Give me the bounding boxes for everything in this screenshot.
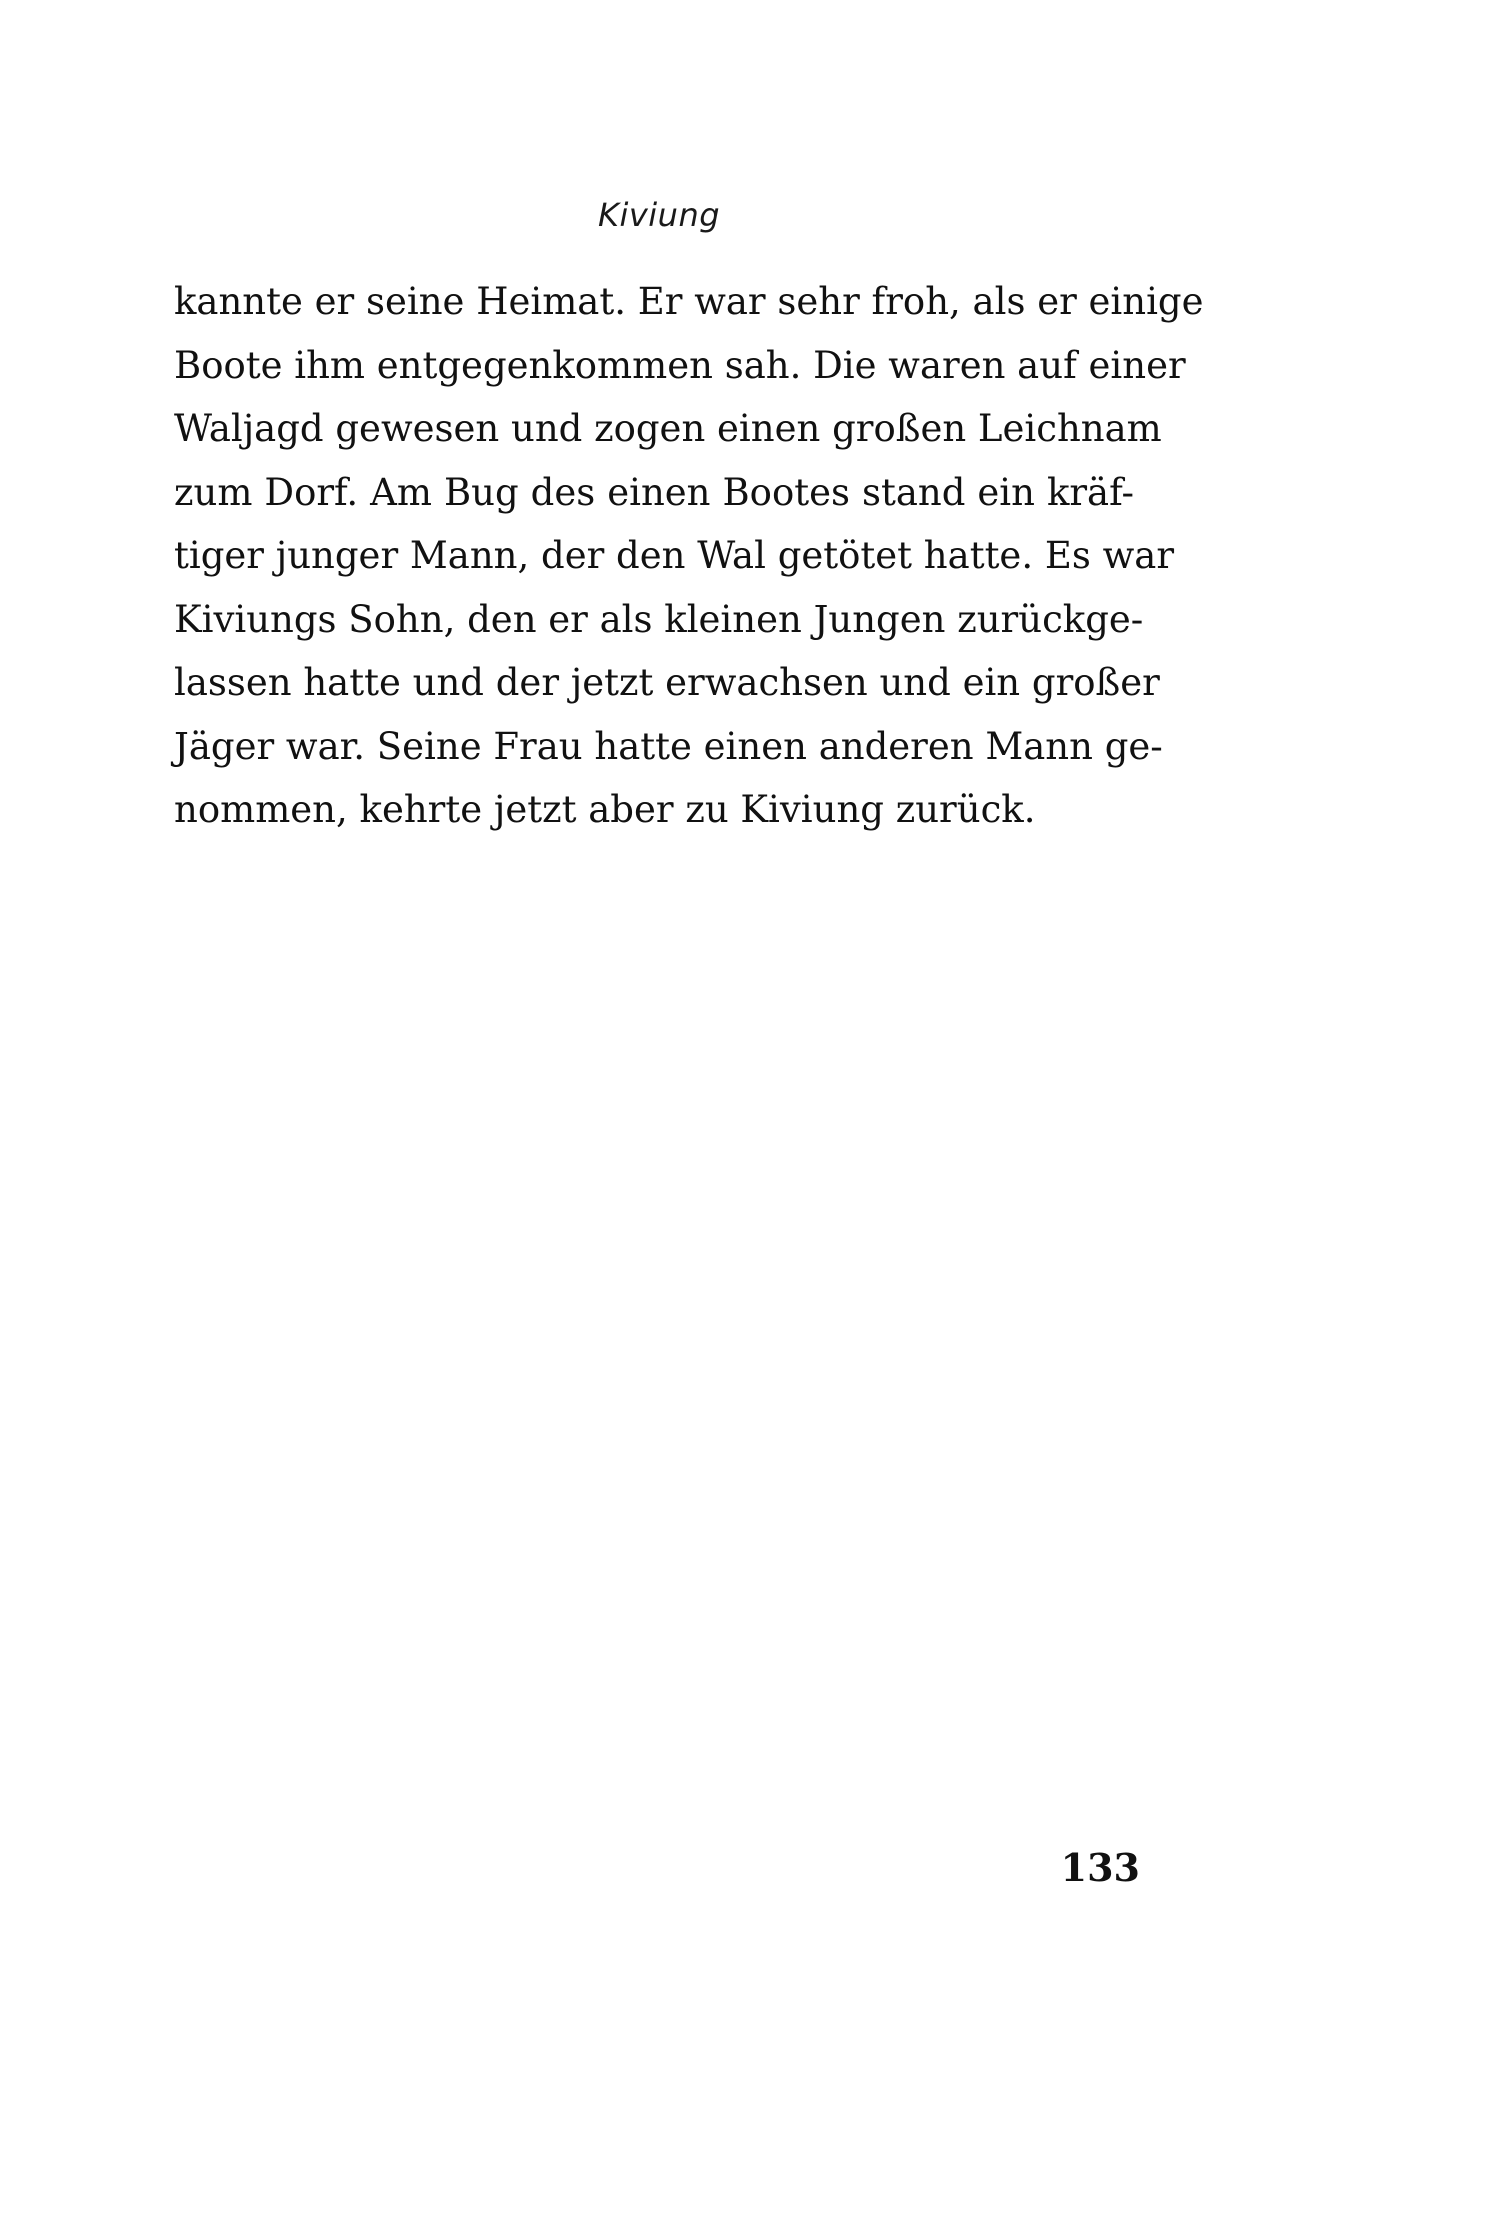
text-line: Jäger war. Seine Frau hatte einen anderen Mann ge- bbox=[174, 724, 1163, 768]
text-line: Kiviungs Sohn, den er als kleinen Jungen zurückge- bbox=[174, 597, 1144, 641]
text-line: kannte er seine Heimat. Er war sehr froh, als er einige bbox=[174, 280, 1204, 323]
text-line: nommen, kehrte jetzt aber zu Kiviung zurück. bbox=[174, 788, 1036, 831]
text-line: Boote ihm entgegenkommen sah. Die waren auf einer bbox=[174, 343, 1186, 387]
body-text bbox=[174, 270, 1204, 842]
text-line: tiger junger Mann, der den Wal getötet hatte. Es war bbox=[174, 534, 1175, 577]
text-line: Waljagd gewesen und zogen einen großen Leichnam bbox=[174, 407, 1162, 450]
page-number: 133 bbox=[1060, 1845, 1140, 1890]
text-line: zum Dorf. Am Bug des einen Bootes stand ein kräf- bbox=[174, 470, 1134, 514]
running-head: Kiviung bbox=[597, 196, 721, 234]
text-line: lassen hatte und der jetzt erwachsen und ein großer bbox=[174, 661, 1160, 704]
